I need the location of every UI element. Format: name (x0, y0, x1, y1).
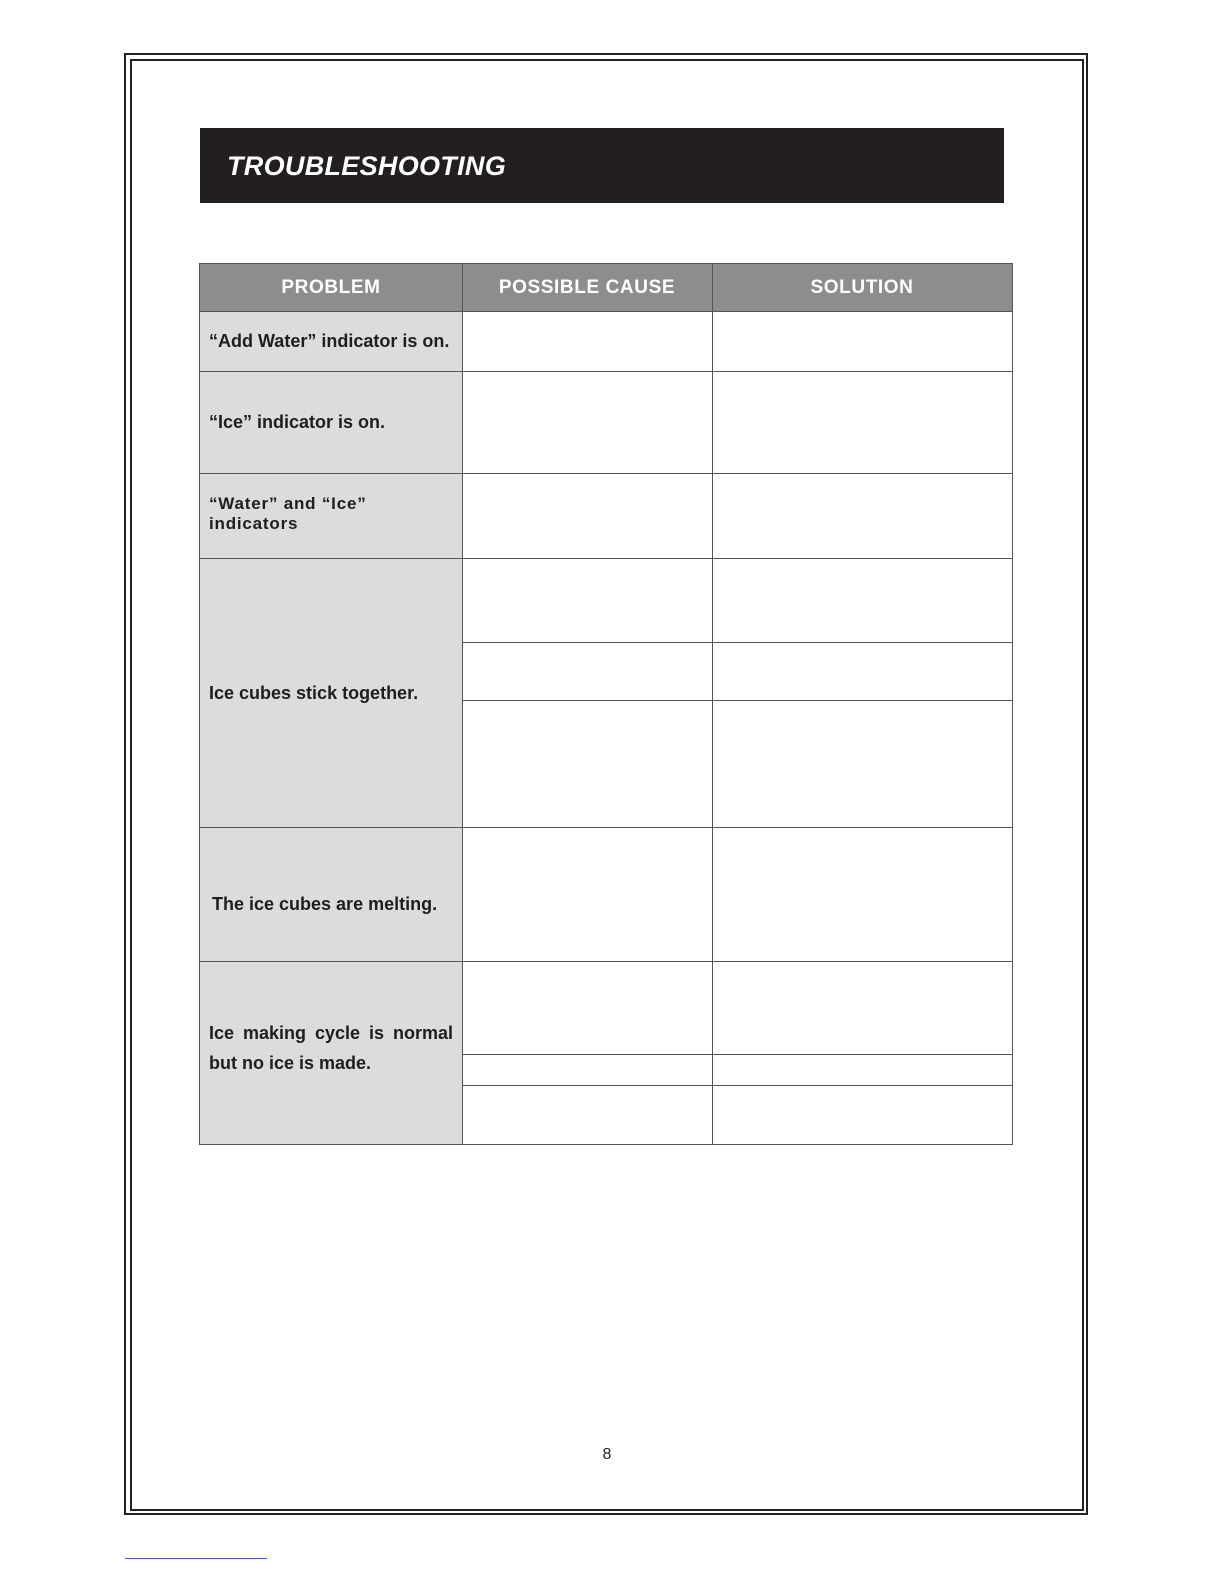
column-header-possible-cause: POSSIBLE CAUSE (462, 264, 712, 312)
troubleshooting-table (199, 263, 1013, 1145)
solution-cell (712, 474, 1012, 559)
column-divider (712, 264, 713, 1144)
cause-cell (462, 312, 712, 372)
column-header-problem: PROBLEM (200, 264, 462, 312)
cause-cell (462, 962, 712, 1055)
solution-cell (712, 828, 1012, 962)
solution-cell (712, 1086, 1012, 1144)
problem-cell: Ice making cycle is normal but no ice is made. (200, 962, 462, 1144)
solution-cell (712, 559, 1012, 643)
solution-cell (712, 312, 1012, 372)
problem-cell: “Water” and “Ice” indicators (200, 474, 462, 559)
solution-cell (712, 643, 1012, 701)
solution-cell (712, 1055, 1012, 1086)
cause-cell (462, 701, 712, 828)
footer-link-underline (125, 1558, 267, 1559)
solution-cell (712, 372, 1012, 474)
cause-cell (462, 559, 712, 643)
cause-cell (462, 372, 712, 474)
solution-cell (712, 701, 1012, 828)
problem-cell: The ice cubes are melting. (200, 828, 462, 962)
cause-cell (462, 828, 712, 962)
problem-cell: “Ice” indicator is on. (200, 372, 462, 474)
problem-cell: “Add Water” indicator is on. (200, 312, 462, 372)
solution-cell (712, 962, 1012, 1055)
column-divider (462, 264, 463, 1144)
cause-cell (462, 1086, 712, 1144)
page-number: 8 (602, 1446, 612, 1463)
problem-cell: Ice cubes stick together. (200, 559, 462, 828)
cause-cell (462, 474, 712, 559)
page-title: TROUBLESHOOTING (227, 151, 506, 181)
cause-cell (462, 643, 712, 701)
cause-cell (462, 1055, 712, 1086)
column-header-solution: SOLUTION (712, 264, 1012, 312)
